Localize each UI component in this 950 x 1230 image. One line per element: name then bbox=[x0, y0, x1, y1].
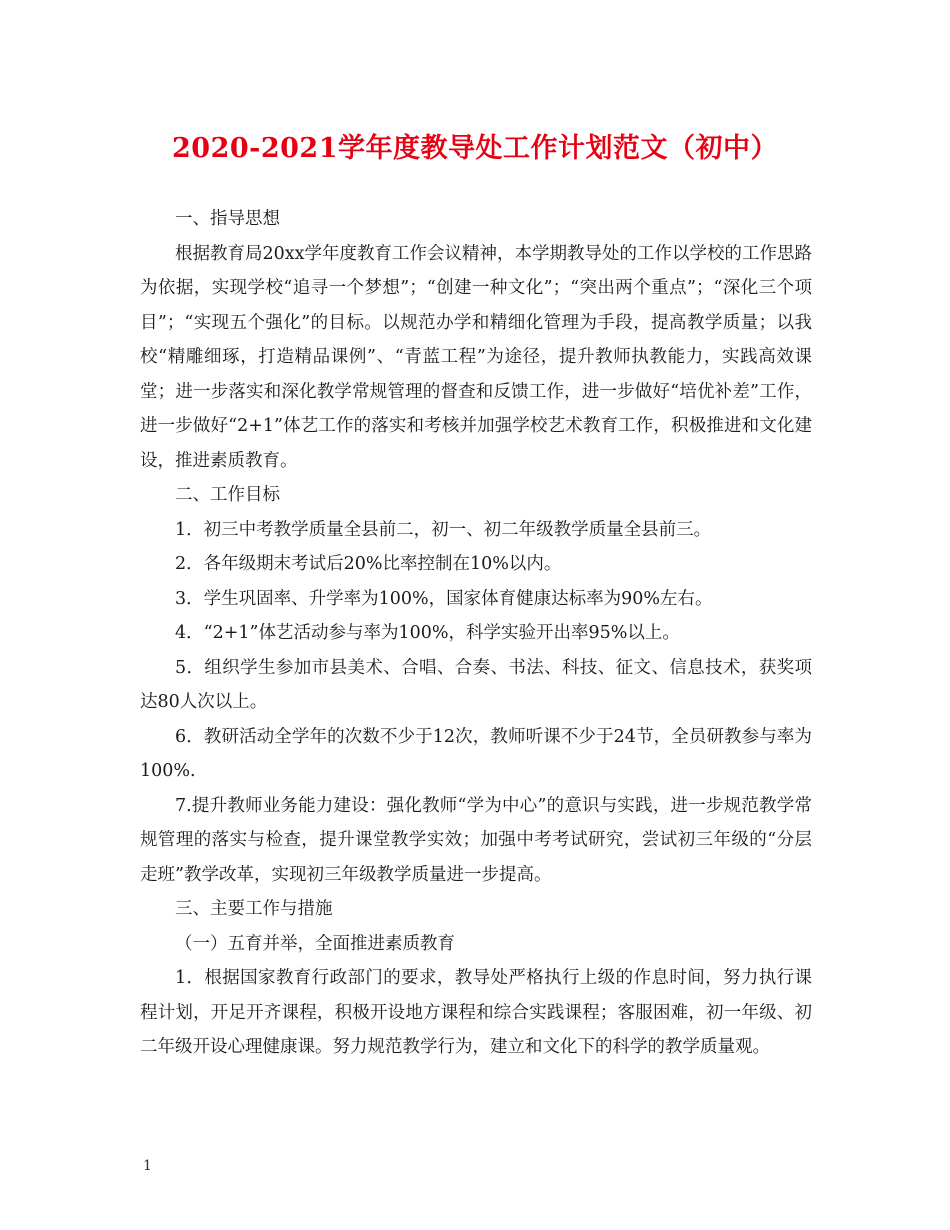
goal-item-5: 5．组织学生参加市县美术、合唱、合奏、书法、科技、征文、信息技术，获奖项达80人次以上。 bbox=[140, 657, 812, 712]
section-heading-work-goals: 二、工作目标 bbox=[175, 485, 280, 505]
goal-item-2: 2．各年级期末考试后20%比率控制在10%以内。 bbox=[175, 554, 562, 574]
goal-item-4: 4．“2+1”体艺活动参与率为100%，科学实验开出率95%以上。 bbox=[175, 623, 680, 643]
page-number: 1 bbox=[143, 1158, 152, 1174]
paragraph-guiding-ideology: 根据教育局20xx学年度教育工作会议精神，本学期教导处的工作以学校的工作思路为依据，实现学校“追寻一个梦想”；“创建一种文化”；“突出两个重点”；“深化三个项目”；“实现五个强化”的目标。以规范办学和精细化管理为手段，提高教学质量；以我校“精雕细琢，打造精品课例”、“青蓝工程”为途径，提升教师执教能力，实践高效课堂；进一步落实和深化教学常规管理的督查和反馈工作，进一步做好“培优补差”工作，进一步做好“2+1”体艺工作的落实和考核并加强学校艺术教育工作，积极推进和文化建设，推进素质教育。 bbox=[140, 243, 813, 471]
subsection-heading-1: （一）五育并举，全面推进素质教育 bbox=[175, 933, 455, 954]
document-body bbox=[140, 202, 812, 1065]
goal-item-6: 6．教研活动全学年的次数不少于12次，教师听课不少于24节，全员研教参与率为100%. bbox=[140, 726, 812, 781]
measure-item-1: 1．根据国家教育行政部门的要求，教导处严格执行上级的作息时间，努力执行课程计划，开足开齐课程，积极开设地方课程和综合实践课程；客服困难，初一年级、初二年级开设心理健康课。努力规范教学行为，建立和文化下的科学的教学质量观。 bbox=[140, 968, 812, 1057]
section-heading-main-work: 三、主要工作与措施 bbox=[175, 899, 333, 919]
goal-item-7: 7.提升教师业务能力建设：强化教师“学为中心”的意识与实践，进一步规范教学常规管理的落实与检查，提升课堂教学实效；加强中考考试研究，尝试初三年级的“分层走班”教学改革，实现初三年级教学质量进一步提高。 bbox=[140, 795, 812, 885]
section-heading-guiding-ideology: 一、指导思想 bbox=[175, 209, 280, 229]
goal-item-3: 3．学生巩固率、升学率为100%，国家体育健康达标率为90%左右。 bbox=[175, 588, 713, 609]
document-title: 2020-2021学年度教导处工作计划范文（初中） bbox=[172, 133, 778, 164]
goal-item-1: 1．初三中考教学质量全县前二，初一、初二年级教学质量全县前三。 bbox=[175, 519, 712, 540]
